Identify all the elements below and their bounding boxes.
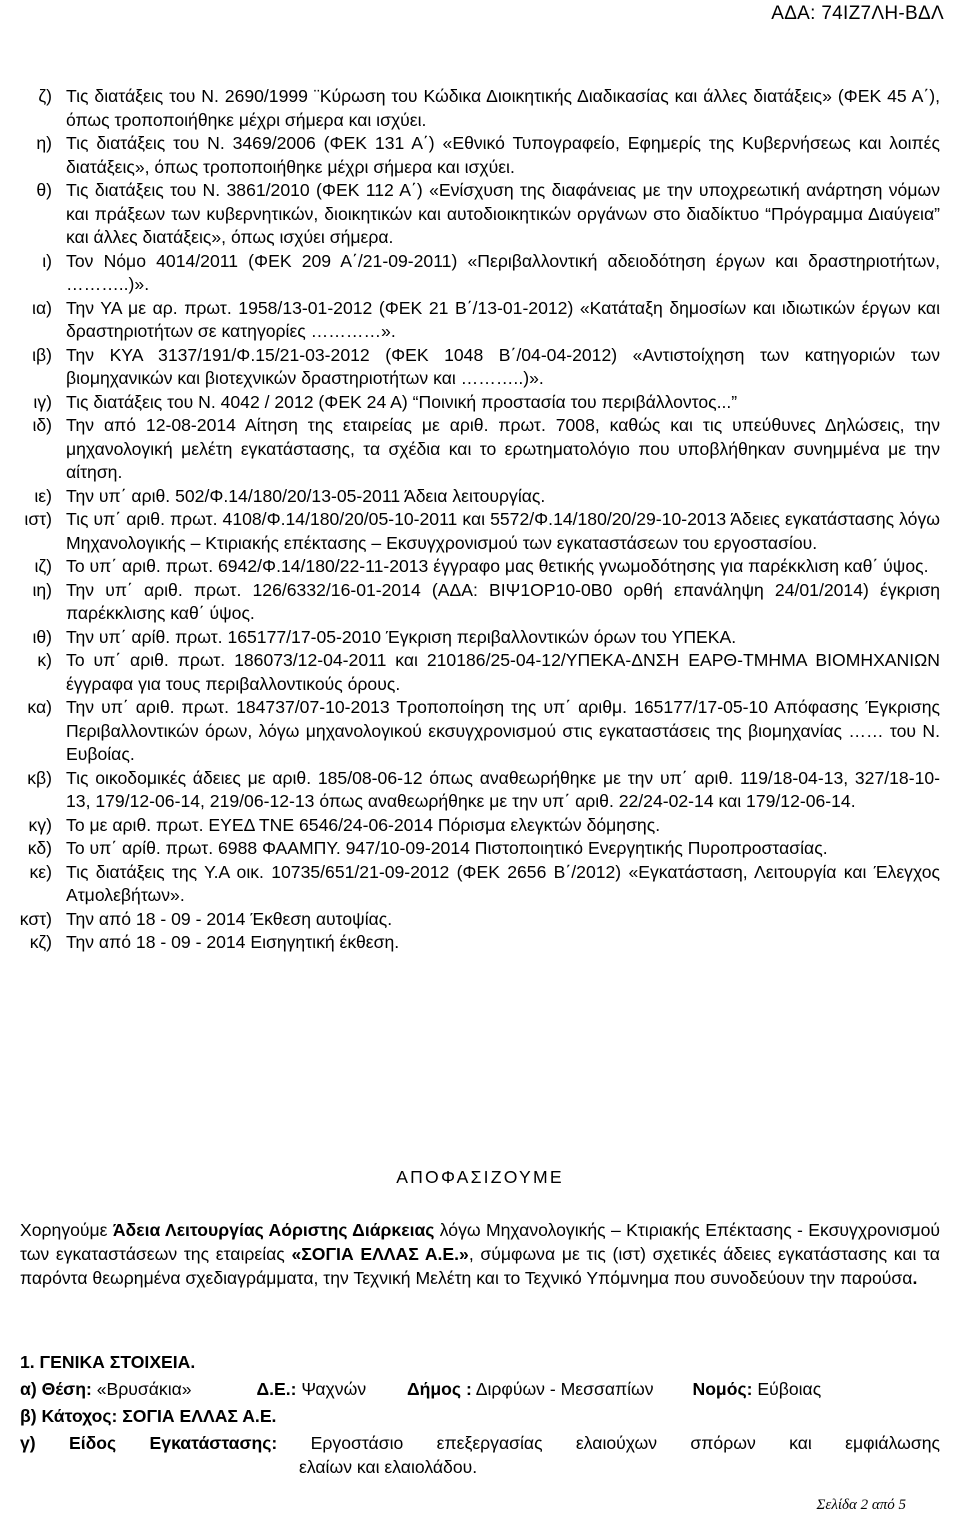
list-item-marker: ιη) bbox=[32, 579, 52, 600]
list-item bbox=[0, 391, 960, 415]
list-item-marker: κδ) bbox=[27, 838, 52, 858]
list-item bbox=[0, 931, 960, 955]
list-item-marker: κγ) bbox=[28, 814, 52, 835]
nomos-value: Εύβοιας bbox=[752, 1379, 822, 1399]
list-item bbox=[0, 344, 960, 391]
grant-text-2: λόγω Μηχανολογικής – Κτιριακής Επέκτασης - Εκσυγχρονισμού των εγκαταστάσεων της εταιρείας bbox=[20, 1220, 940, 1264]
section-title: 1. ΓΕΝΙΚΑ ΣΤΟΙΧΕΙΑ. bbox=[20, 1352, 196, 1372]
page-number: Σελίδα 2 από 5 bbox=[816, 1497, 906, 1513]
list-item-marker: ιθ) bbox=[32, 626, 52, 647]
list-item-text: Τις υπ΄ αριθ. πρωτ. 4108/Φ.14/180/20/05-10-2011 και 5572/Φ.14/180/20/29-10-2013 Άδειες εγκατάστασης λόγω Μηχανολογικής – Κτιριακής επέκτασης – Εκσυγχρονισμού των εγκαταστάσεων του εργοστασίου. bbox=[66, 509, 940, 553]
list-item-marker: ιβ) bbox=[32, 344, 52, 365]
location-line bbox=[20, 1377, 940, 1401]
list-item bbox=[0, 250, 960, 297]
grant-text-3: , σύμφωνα με τις (ιστ) σχετικές άδειες εγκατάστασης και τα παρόντα θεωρημένα σχεδιαγράμματα, την Τεχνική Μελέτη και το Τεχνικό Υπόμνημα που συνοδεύουν την παρούσα bbox=[20, 1244, 940, 1288]
type-label: γ) Είδος Εγκατάστασης: bbox=[20, 1433, 278, 1453]
list-item-text: Την από 18 - 09 - 2014 Εισηγητική έκθεση. bbox=[66, 932, 400, 952]
list-item-marker: κε) bbox=[29, 861, 52, 882]
grant-bold-3: . bbox=[912, 1268, 918, 1288]
list-item-marker: ιδ) bbox=[32, 415, 52, 435]
list-item bbox=[0, 626, 960, 650]
ada-code: ΑΔΑ: 74ΙΖ7ΛΗ-ΒΔΛ bbox=[771, 3, 944, 24]
list-item-text: Την υπ΄ αριθ. πρωτ. 126/6332/16-01-2014 (ΑΔΑ: ΒΙΨ1ΟΡ10-0Β0 ορθή επανάληψη 24/01/2014) έγκριση παρέκκλισης καθ΄ ύψος. bbox=[66, 579, 940, 623]
list-item-marker: θ) bbox=[36, 180, 52, 200]
position-label: α) Θέση: bbox=[20, 1379, 92, 1399]
list-item-marker: κζ) bbox=[29, 932, 52, 952]
list-item-marker: κβ) bbox=[27, 767, 52, 788]
list-item-marker: ι) bbox=[42, 250, 52, 271]
list-item bbox=[0, 696, 960, 767]
list-item bbox=[0, 908, 960, 932]
list-item-text: Την υπ΄ αρίθ. πρωτ. 165177/17-05-2010 Έγκριση περιβαλλοντικών όρων του ΥΠΕΚΑ. bbox=[66, 626, 737, 647]
de-label: Δ.Ε.: bbox=[256, 1379, 297, 1399]
list-item-text: Το υπ΄ αριθ. πρωτ. 186073/12-04-2011 και 210186/25-04-12/ΥΠΕΚΑ-ΔΝΣΗ ΕΑΡΘ-ΤΜΗΜΑ ΒΙΟΜΗΧΑΝΙΩΝ έγγραφα για τους περιβαλλοντικούς όρους. bbox=[66, 650, 940, 694]
list-item-text: Τις διατάξεις του Ν. 3861/2010 (ΦΕΚ 112 Α΄) «Ενίσχυση της διαφάνειας με την υποχρεωτική ανάρτηση νόμων και πράξεων των κυβερνητικών, διοικητικών και αυτοδιοικητικών οργάνων στο διαδίκτυο “Πρόγραμμα Διαύγεια” και άλλες διατάξεις», όπως ισχύει σήμερα. bbox=[66, 180, 940, 247]
list-item bbox=[0, 555, 960, 579]
list-item-text: Την υπ΄ αριθ. 502/Φ.14/180/20/13-05-2011 Άδεια λειτουργίας. bbox=[66, 485, 546, 506]
type-value: Εργοστάσιο επεξεργασίας ελαιούχων σπόρων και εμφιάλωσης bbox=[277, 1433, 940, 1453]
grant-bold-1: Άδεια Λειτουργίας Αόριστης Διάρκειας bbox=[112, 1220, 435, 1240]
position-value: «Βρυσάκια» bbox=[91, 1379, 197, 1399]
considerations-list bbox=[0, 85, 960, 955]
grant-paragraph bbox=[20, 1218, 940, 1290]
grant-bold-2: «ΣΟΓΙΑ ΕΛΛΑΣ Α.Ε.» bbox=[291, 1244, 469, 1264]
list-item-text: Τις οικοδομικές άδειες με αριθ. 185/08-06-12 όπως αναθεωρήθηκε με την υπ΄ αριθ. 119/18-04-13, 327/18-10-13, 179/12-06-14, 219/06-12-13 όπως αναθεωρήθηκε με την υπ΄ αριθ. 22/24-02-14 και 179/12-06-14. bbox=[66, 767, 940, 811]
list-item-text: Τις διατάξεις του Ν. 4042 / 2012 (ΦΕΚ 24 Α) “Ποινική προστασία του περιβάλλοντος...” bbox=[66, 391, 738, 412]
list-item-text: Την ΥΑ με αρ. πρωτ. 1958/13-01-2012 (ΦΕΚ 21 Β΄/13-01-2012) «Κατάταξη δημοσίων και ιδιωτικών έργων και δραστηριοτήτων σε κατηγορίες …………». bbox=[66, 297, 940, 341]
owner-line bbox=[20, 1404, 940, 1428]
list-item-text: Τις διατάξεις του Ν. 2690/1999 ¨Κύρωση του Κώδικα Διοικητικής Διαδικασίας και άλλες διατάξεις» (ΦΕΚ 45 Α΄), όπως τροποποιήθηκε μέχρι σήμερα και ισχύει. bbox=[66, 86, 940, 130]
list-item-text: Την από 18 - 09 - 2014 Έκθεση αυτοψίας. bbox=[66, 908, 393, 929]
list-item-marker: κστ) bbox=[19, 908, 52, 929]
list-item-marker: ιζ) bbox=[34, 556, 52, 576]
list-item-marker: κ) bbox=[37, 650, 52, 670]
list-item-marker: ιγ) bbox=[33, 391, 52, 412]
nomos-label: Νομός: bbox=[692, 1379, 753, 1399]
list-item-marker: ζ) bbox=[38, 86, 52, 106]
list-item-marker: ιστ) bbox=[24, 509, 52, 529]
type-line-2: ελαίων και ελαιολάδου. bbox=[299, 1457, 478, 1477]
list-item bbox=[0, 485, 960, 509]
list-item-marker: η) bbox=[36, 133, 52, 153]
list-item-text: Την από 12-08-2014 Αίτηση της εταιρείας με αριθ. πρωτ. 7008, καθώς και τις υπεύθυνες Δηλώσεις, την μηχανολογική μελέτη εγκατάστασης, τα σχέδια και το ερωτηματολόγιο που υποβλήθηκαν συνημμένα με την αίτηση. bbox=[66, 415, 940, 482]
list-item-text: Το υπ΄ αριθ. πρωτ. 6942/Φ.14/180/22-11-2013 έγγραφο μας θετικής γνωμοδότησης για παρέκκλιση καθ΄ ύψος. bbox=[66, 556, 929, 576]
owner-value: ΣΟΓΙΑ ΕΛΛΑΣ Α.Ε. bbox=[117, 1406, 277, 1426]
list-item bbox=[0, 297, 960, 344]
list-item-text: Τις διατάξεις του Ν. 3469/2006 (ΦΕΚ 131 Α΄) «Εθνικό Τυπογραφείο, Εφημερίς της Κυβερνήσεως και λοιπές διατάξεις», όπως τροποποιήθηκε μέχρι σήμερα και ισχύει. bbox=[66, 133, 940, 177]
list-item bbox=[0, 179, 960, 250]
owner-label: β) Κάτοχος: bbox=[20, 1406, 118, 1426]
list-item-text: Την υπ΄ αριθ. πρωτ. 184737/07-10-2013 Τροποποίηση της υπ΄ αριθμ. 165177/17-05-10 Απόφασης Έγκρισης Περιβαλλοντικών όρων, λόγω μηχανολογικού εκσυγχρονισμού στις εγκαταστάσεις της βιομηχανίας …… του Ν. Ευβοίας. bbox=[66, 697, 940, 764]
type-line bbox=[20, 1431, 940, 1455]
list-item bbox=[0, 414, 960, 485]
list-item bbox=[0, 861, 960, 908]
list-item bbox=[0, 767, 960, 814]
list-item-marker: ια) bbox=[32, 297, 52, 318]
list-item-text: Τον Νόμο 4014/2011 (ΦΕΚ 209 Α΄/21-09-2011) «Περιβαλλοντική αδειοδότηση έργων και δραστηριοτήτων, ………..)». bbox=[66, 250, 940, 294]
list-item-text: Τις διατάξεις της Υ.Α οικ. 10735/651/21-09-2012 (ΦΕΚ 2656 Β΄/2012) «Εγκατάσταση, Λειτουργία και Έλεγχος Ατμολεβήτων». bbox=[66, 861, 940, 905]
list-item bbox=[0, 649, 960, 696]
list-item bbox=[0, 579, 960, 626]
de-value: Ψαχνών bbox=[296, 1379, 372, 1399]
list-item bbox=[0, 837, 960, 861]
list-item bbox=[0, 814, 960, 838]
list-item bbox=[0, 508, 960, 555]
dimos-label: Δήμος : bbox=[407, 1379, 472, 1399]
list-item bbox=[0, 85, 960, 132]
list-item-text: Το με αριθ. πρωτ. ΕΥΕΔ ΤΝΕ 6546/24-06-2014 Πόρισμα ελεγκτών δόμησης. bbox=[66, 814, 661, 835]
list-item bbox=[0, 132, 960, 179]
grant-text-1: Χορηγούμε bbox=[20, 1220, 113, 1240]
list-item-marker: κα) bbox=[27, 697, 52, 717]
list-item-text: Την ΚΥΑ 3137/191/Φ.15/21-03-2012 (ΦΕΚ 1048 Β΄/04-04-2012) «Αντιστοίχηση των κατηγοριών των βιομηχανικών και βιοτεχνικών δραστηριοτήτων και ………..)». bbox=[66, 344, 940, 388]
list-item-text: Το υπ΄ αρίθ. πρωτ. 6988 ΦΑΑΜΠΥ. 947/10-09-2014 Πιστοποιητικό Ενεργητικής Πυροπροστασίας. bbox=[66, 838, 828, 858]
decision-heading: ΑΠΟΦΑΣΙΖΟΥΜΕ bbox=[396, 1167, 564, 1187]
list-item-marker: ιε) bbox=[34, 485, 52, 506]
dimos-value: Διρφύων - Μεσσαπίων bbox=[471, 1379, 659, 1399]
